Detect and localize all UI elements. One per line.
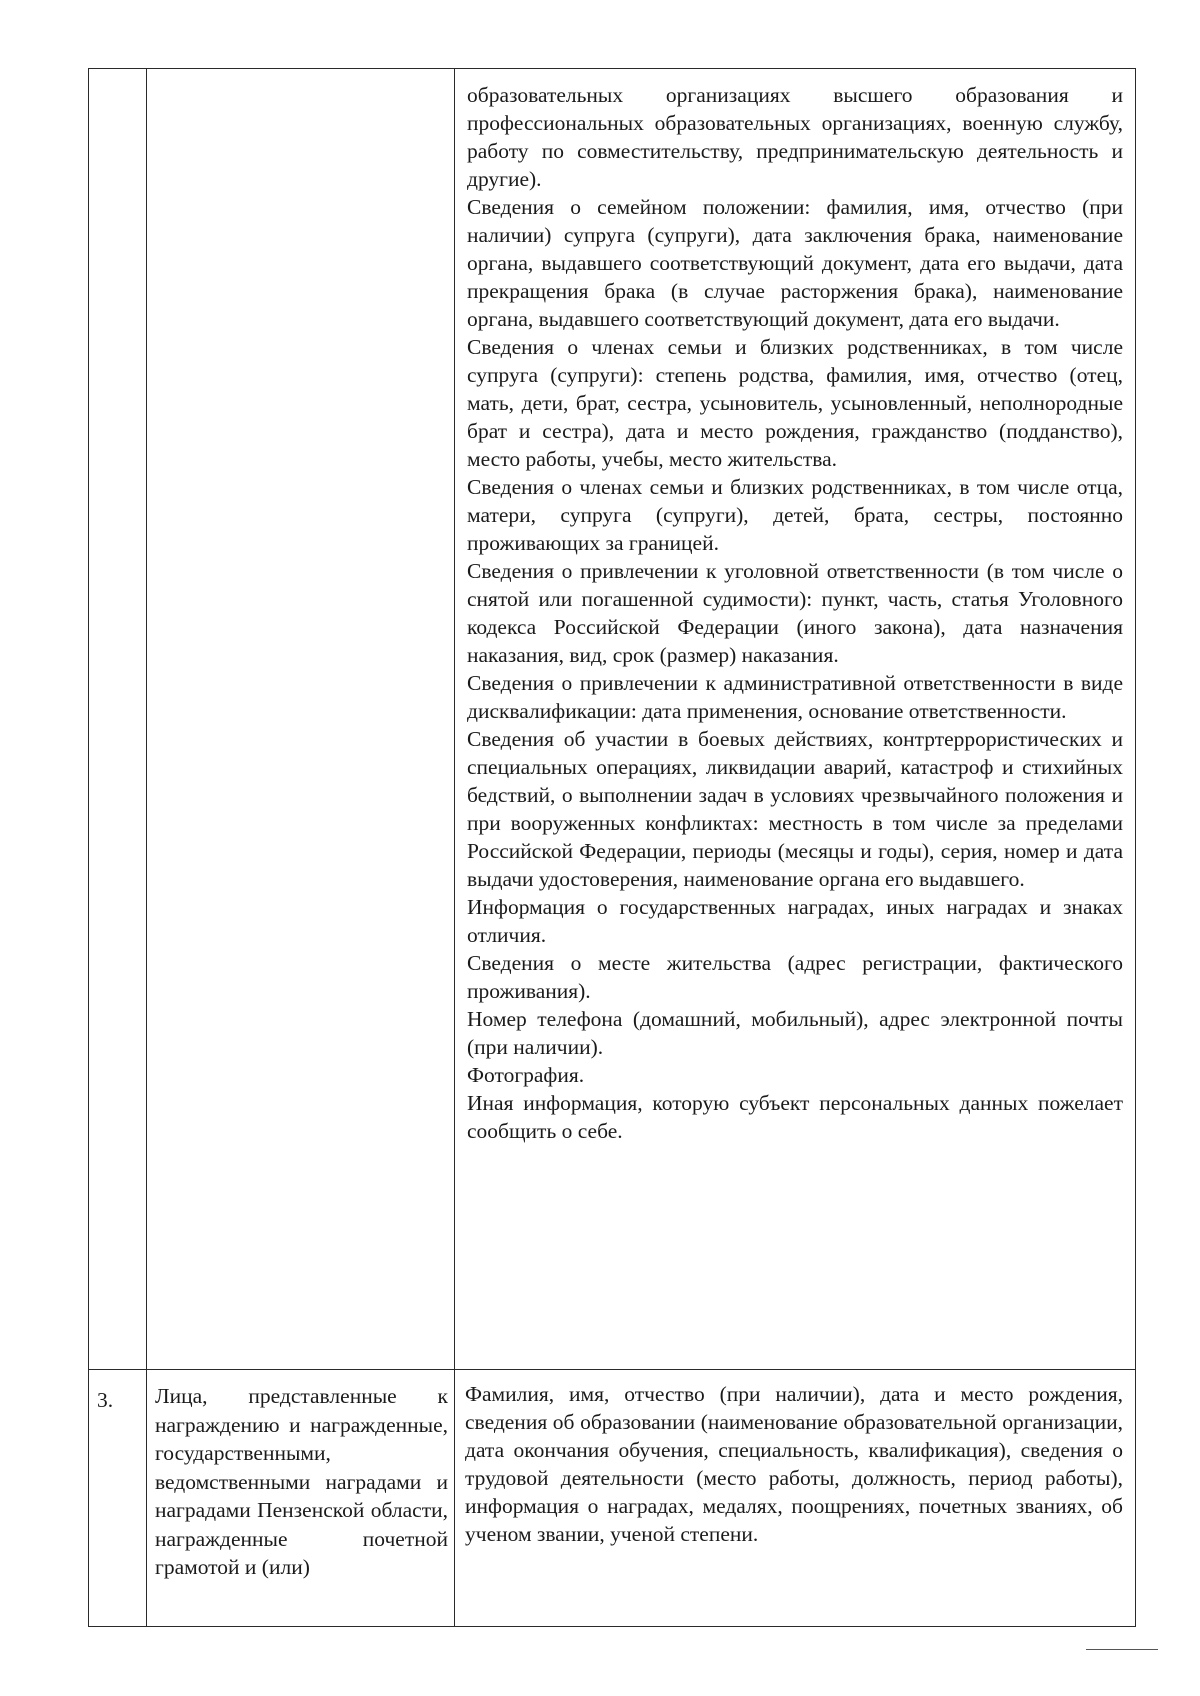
- table-row: [89, 1370, 1136, 1627]
- row-number: 3.: [97, 1388, 114, 1412]
- paragraph: Сведения о привлечении к административной ответственности в виде дисквалификации: дата применения, основание ответственности.: [467, 671, 1123, 723]
- paragraph: Сведения о членах семьи и близких родственниках, в том числе отца, матери, супруга (супруги), детей, брата, сестры, постоянно проживающих за границей.: [467, 475, 1123, 555]
- table-row: [89, 69, 1136, 1370]
- paragraph: Иная информация, которую субъект персональных данных пожелает сообщить о себе.: [467, 1091, 1123, 1143]
- category-cell: [147, 69, 455, 1370]
- paragraph: Фотография.: [467, 1063, 585, 1087]
- row-number: [89, 69, 146, 85]
- paragraph: Сведения об участии в боевых действиях, контртеррористических и специальных операциях, ликвидации аварий, катастроф и стихийных бедствий, о выполнении задач в условиях чрезвычайного положения и при вооруженных конфликтах: местность в том числе за пределами Российской Федерации, периоды (месяцы и годы), серия, номер и дата выдачи удостоверения, наименование органа его выдавшего.: [467, 727, 1123, 891]
- paragraph: образовательных организациях высшего образования и профессиональных образовательных организациях, военную службу, работу по совместительству, предпринимательскую деятельность и другие).: [467, 83, 1123, 191]
- description-text: Фамилия, имя, отчество (при наличии), дата и место рождения, сведения об образовании (наименование образовательной организации, дата окончания обучения, специальность, квалификация), сведения о трудовой деятельности (место работы, должность, период работы), информация о наградах, медалях, поощрениях, почетных званиях, об ученом звании, ученой степени.: [465, 1382, 1123, 1546]
- paragraph: Сведения о членах семьи и близких родственниках, в том числе супруга (супруги): степень родства, фамилия, имя, отчество (отец, мать, дети, брат, сестра, усыновитель, усыновленный, неполнородные брат и сестра), дата и место рождения, гражданство (подданство), место работы, учебы, место жительства.: [467, 335, 1123, 471]
- scan-mark: [1086, 1649, 1158, 1650]
- paragraph: Сведения о семейном положении: фамилия, имя, отчество (при наличии) супруга (супруги), дата заключения брака, наименование органа, выдавшего соответствующий документ, дата его выдачи, дата прекращения брака (в случае расторжения брака), наименование органа, выдавшего соответствующий документ, дата его выдачи.: [467, 195, 1123, 331]
- row-number-cell: [89, 69, 147, 1370]
- description-cell: [455, 1370, 1136, 1627]
- paragraph: Номер телефона (домашний, мобильный), адрес электронной почты (при наличии).: [467, 1007, 1123, 1059]
- category-text: [147, 69, 454, 81]
- row-number-cell: [89, 1370, 147, 1627]
- category-cell: [147, 1370, 455, 1627]
- paragraph: Информация о государственных наградах, иных наградах и знаках отличия.: [467, 895, 1123, 947]
- personal-data-table: [88, 68, 1136, 1627]
- description-cell: [455, 69, 1136, 1370]
- paragraph: Сведения о месте жительства (адрес регистрации, фактического проживания).: [467, 951, 1123, 1003]
- paragraph: Сведения о привлечении к уголовной ответственности (в том числе о снятой или погашенной судимости): пункт, часть, статья Уголовного кодекса Российской Федерации (иного закона), дата назначения наказания, вид, срок (размер) наказания.: [467, 559, 1123, 667]
- description-text: [455, 69, 1135, 1145]
- category-text: Лица, представленные к награждению и награжденные, государственными, ведомственными наградами и наградами Пензенской области, награжденные почетной грамотой и (или): [155, 1384, 448, 1579]
